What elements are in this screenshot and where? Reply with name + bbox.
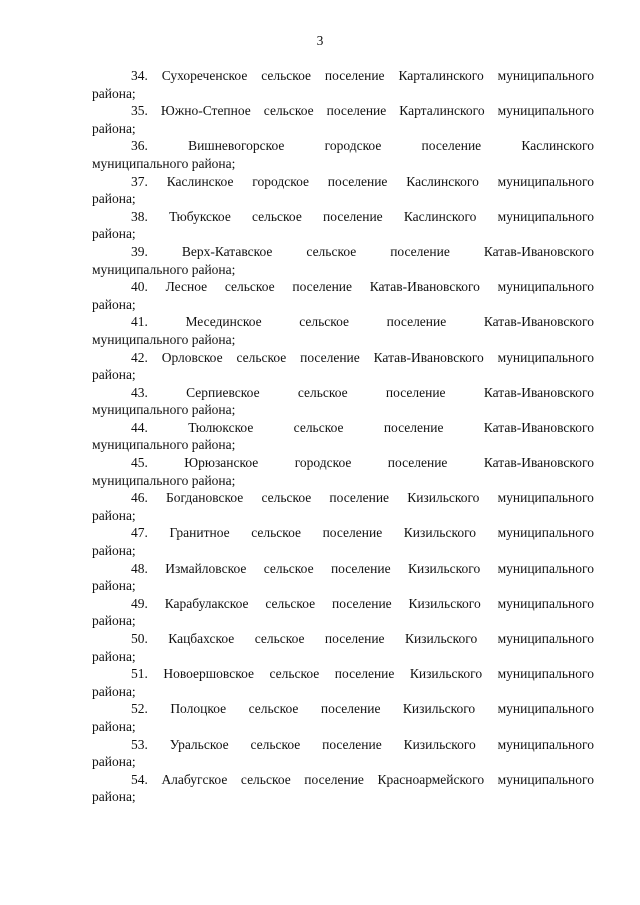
list-item-word: Алабугское xyxy=(161,771,228,787)
list-item-word: Каслинского xyxy=(521,138,594,154)
list-item-first-line xyxy=(92,665,594,683)
list-item-word: Карабулакское xyxy=(164,595,249,611)
list-item xyxy=(92,665,594,700)
list-item-word: муниципального xyxy=(497,701,594,717)
list-item-first-line xyxy=(92,243,594,261)
list-item xyxy=(92,243,594,278)
list-item-word: муниципального xyxy=(497,666,594,682)
list-item-word: Серпиевское xyxy=(186,384,260,400)
list-item-number: 46. xyxy=(131,490,148,506)
list-item-word: сельское xyxy=(299,314,350,330)
list-item-word: сельское xyxy=(261,490,312,506)
list-item-word: поселение xyxy=(292,279,353,295)
list-item-word: Кизильского xyxy=(408,595,481,611)
list-item-word: Кизильского xyxy=(402,701,476,717)
list-item-first-line xyxy=(92,137,594,155)
list-item-word: Юрюзанское xyxy=(184,455,259,471)
list-item-word: поселение xyxy=(383,419,444,435)
list-item-word: поселение xyxy=(329,490,390,506)
list-item-word: сельское xyxy=(265,595,316,611)
list-item-word: муниципального xyxy=(497,103,594,119)
list-item-word: Лесное xyxy=(165,279,208,295)
list-item xyxy=(92,349,594,384)
list-item-word: муниципального xyxy=(497,560,594,576)
list-item-number: 38. xyxy=(131,208,148,224)
list-item-word: Гранитное xyxy=(169,525,230,541)
list-item-number: 36. xyxy=(131,138,148,154)
list-item xyxy=(92,524,594,559)
list-item xyxy=(92,278,594,313)
list-item-number: 54. xyxy=(131,771,148,787)
list-item xyxy=(92,208,594,243)
list-item xyxy=(92,560,594,595)
list-item-continuation: района; xyxy=(92,85,136,101)
list-item-first-line xyxy=(92,595,594,613)
list-item-continuation: района; xyxy=(92,789,136,805)
list-item-word: Кизильского xyxy=(403,525,477,541)
list-item-number: 37. xyxy=(131,173,148,189)
list-item-word: муниципального xyxy=(497,595,594,611)
list-item-word: сельское xyxy=(251,525,302,541)
list-item-word: Верх-Катавское xyxy=(181,243,273,259)
list-item-number: 44. xyxy=(131,419,148,435)
list-item-word: поселение xyxy=(390,243,450,259)
list-item xyxy=(92,630,594,665)
list-item-word: поселение xyxy=(323,208,383,224)
list-item-word: поселение xyxy=(387,455,448,471)
list-item-word: Кизильского xyxy=(407,490,480,506)
list-item xyxy=(92,173,594,208)
list-item-word: муниципального xyxy=(497,490,594,506)
list-item-first-line xyxy=(92,454,594,472)
list-item-first-line xyxy=(92,208,594,226)
list-item-word: сельское xyxy=(248,701,299,717)
list-item-number: 48. xyxy=(131,560,148,576)
list-item xyxy=(92,419,594,454)
list-item-word: поселение xyxy=(322,736,382,752)
list-item-word: городское xyxy=(252,173,309,189)
list-item xyxy=(92,771,594,806)
list-item-word: сельское xyxy=(254,631,305,646)
list-item-continuation: муниципального района; xyxy=(92,155,236,171)
list-item xyxy=(92,454,594,489)
list-item-continuation: района; xyxy=(92,718,136,734)
list-item-first-line xyxy=(92,489,594,507)
list-item-word: Красноармейского xyxy=(377,771,485,787)
list-item-continuation: района; xyxy=(92,191,136,207)
list-item-first-line xyxy=(92,700,594,718)
list-item-word: поселение xyxy=(320,701,381,717)
list-item-continuation: муниципального района; xyxy=(92,437,236,453)
list-item-word: Вишневогорское xyxy=(188,138,285,154)
list-item-word: Уральское xyxy=(169,736,229,752)
list-item-first-line xyxy=(92,313,594,331)
list-item-word: Полоцкое xyxy=(170,701,227,717)
list-item-first-line xyxy=(92,384,594,402)
list-item-word: поселение xyxy=(386,314,447,330)
list-item-word: сельское xyxy=(236,349,287,365)
list-item-number: 49. xyxy=(131,595,148,611)
list-item-word: Измайловское xyxy=(165,560,247,576)
list-item-continuation: района; xyxy=(92,120,136,136)
list-item-continuation: муниципального района; xyxy=(92,472,236,488)
list-item-number: 51. xyxy=(131,666,148,682)
list-item-continuation: района; xyxy=(92,507,136,523)
list-item-word: сельское xyxy=(263,560,314,576)
list-item-first-line xyxy=(92,102,594,120)
list-item xyxy=(92,489,594,524)
list-item-word: Каслинского xyxy=(403,208,477,224)
list-item-word: Катав-Ивановского xyxy=(483,419,594,435)
list-item-word: сельское xyxy=(269,666,320,682)
list-item-word: Катав-Ивановского xyxy=(483,314,594,330)
list-item-continuation: района; xyxy=(92,296,136,312)
list-item-word: муниципального xyxy=(497,173,594,189)
list-item-word: городское xyxy=(294,455,352,471)
list-item xyxy=(92,736,594,771)
list-item-word: Каслинского xyxy=(406,173,479,189)
list-item-word: Тюбукское xyxy=(169,208,231,224)
list-item-word: поселение xyxy=(300,349,360,365)
list-item-word: Богдановское xyxy=(166,490,244,506)
list-item-word: сельское xyxy=(224,279,275,295)
list-item xyxy=(92,384,594,419)
list-item-word: Катав-Ивановского xyxy=(483,243,594,259)
list-item-word: Катав-Ивановского xyxy=(483,455,594,471)
list-item-word: поселение xyxy=(421,138,482,154)
list-item-word: Катав-Ивановского xyxy=(373,349,484,365)
list-item-word: поселение xyxy=(322,525,383,541)
list-item-word: поселение xyxy=(326,103,387,119)
list-item-word: поселение xyxy=(324,631,385,646)
list-item-word: Кизильского xyxy=(409,666,483,682)
list-item-continuation: муниципального района; xyxy=(92,331,236,347)
list-item xyxy=(92,102,594,137)
list-item-word: Кизильского xyxy=(407,560,481,576)
list-item-word: муниципального xyxy=(497,349,594,365)
list-item-number: 35. xyxy=(131,103,148,119)
list-item xyxy=(92,313,594,348)
list-item-number: 52. xyxy=(131,701,148,717)
list-item-number: 50. xyxy=(131,631,148,646)
list-item-number: 45. xyxy=(131,455,148,471)
list-item-first-line xyxy=(92,560,594,578)
list-item-word: Орловское xyxy=(161,349,223,365)
list-item-word: сельское xyxy=(306,243,357,259)
list-item-word: Карталинского xyxy=(399,103,485,119)
list-item-first-line xyxy=(92,173,594,191)
list-item-word: Месединское xyxy=(185,314,262,330)
list-item-continuation: района; xyxy=(92,226,136,242)
list-item-continuation: района; xyxy=(92,543,136,559)
list-item xyxy=(92,595,594,630)
list-item-word: сельское xyxy=(293,419,344,435)
list-item-word: поселение xyxy=(304,771,364,787)
list-item-number: 47. xyxy=(131,525,148,541)
list-item-word: городское xyxy=(324,138,382,154)
list-item-word: Южно-Степное xyxy=(160,103,251,119)
list-item-word: поселение xyxy=(327,173,388,189)
list-item-first-line xyxy=(92,67,594,85)
list-item-word: Тюлюкское xyxy=(188,419,254,435)
list-item-word: муниципального xyxy=(497,525,594,541)
list-item-word: Карталинского xyxy=(398,68,484,83)
list-item-word: поселение xyxy=(324,68,385,83)
list-item-word: сельское xyxy=(261,68,312,83)
list-item-word: поселение xyxy=(332,595,392,611)
list-item xyxy=(92,67,594,102)
list-item-word: Новоершовское xyxy=(163,666,254,682)
list-item-continuation: района; xyxy=(92,683,136,699)
list-item-first-line xyxy=(92,349,594,367)
list-item-continuation: района; xyxy=(92,367,136,383)
list-item-continuation: района; xyxy=(92,578,136,594)
list-item-word: сельское xyxy=(263,103,314,119)
list-item-word: Каслинское xyxy=(166,173,234,189)
list-item-word: муниципального xyxy=(497,771,594,787)
settlement-list xyxy=(92,67,594,806)
list-item-number: 53. xyxy=(131,736,148,752)
list-item-word: сельское xyxy=(297,384,348,400)
list-item-continuation: муниципального района; xyxy=(92,261,236,277)
list-item-first-line xyxy=(92,278,594,296)
page-number: 3 xyxy=(316,33,324,48)
list-item xyxy=(92,137,594,172)
list-item-number: 41. xyxy=(131,314,148,330)
list-item-first-line xyxy=(92,419,594,437)
list-item-word: сельское xyxy=(240,771,291,787)
list-item-word: Катав-Ивановского xyxy=(369,279,480,295)
list-item-number: 42. xyxy=(131,349,148,365)
list-item-word: муниципального xyxy=(497,68,594,83)
list-item-word: Кацбахское xyxy=(168,631,235,646)
list-item-word: поселение xyxy=(385,384,446,400)
list-item-first-line xyxy=(92,630,594,648)
list-item-word: Сухореченское xyxy=(161,68,248,83)
list-item-number: 34. xyxy=(131,68,148,83)
list-item-continuation: района; xyxy=(92,648,136,664)
list-item-first-line xyxy=(92,736,594,754)
list-item-continuation: района; xyxy=(92,613,136,629)
list-item-continuation: района; xyxy=(92,754,136,770)
list-item-word: муниципального xyxy=(497,279,594,295)
list-item-word: сельское xyxy=(252,208,302,224)
list-item-word: Кизильского xyxy=(403,736,476,752)
list-item-continuation: муниципального района; xyxy=(92,402,236,418)
list-item-number: 40. xyxy=(131,279,148,295)
list-item xyxy=(92,700,594,735)
list-item-word: муниципального xyxy=(497,208,594,224)
list-item-word: сельское xyxy=(250,736,301,752)
list-item-word: Кизильского xyxy=(404,631,478,646)
list-item-number: 39. xyxy=(131,243,148,259)
list-item-word: поселение xyxy=(330,560,391,576)
list-item-number: 43. xyxy=(131,384,148,400)
list-item-word: Катав-Ивановского xyxy=(483,384,594,400)
list-item-word: муниципального xyxy=(497,736,594,752)
list-item-word: муниципального xyxy=(497,631,594,646)
list-item-word: поселение xyxy=(334,666,395,682)
list-item-first-line xyxy=(92,771,594,789)
list-item-first-line xyxy=(92,524,594,542)
